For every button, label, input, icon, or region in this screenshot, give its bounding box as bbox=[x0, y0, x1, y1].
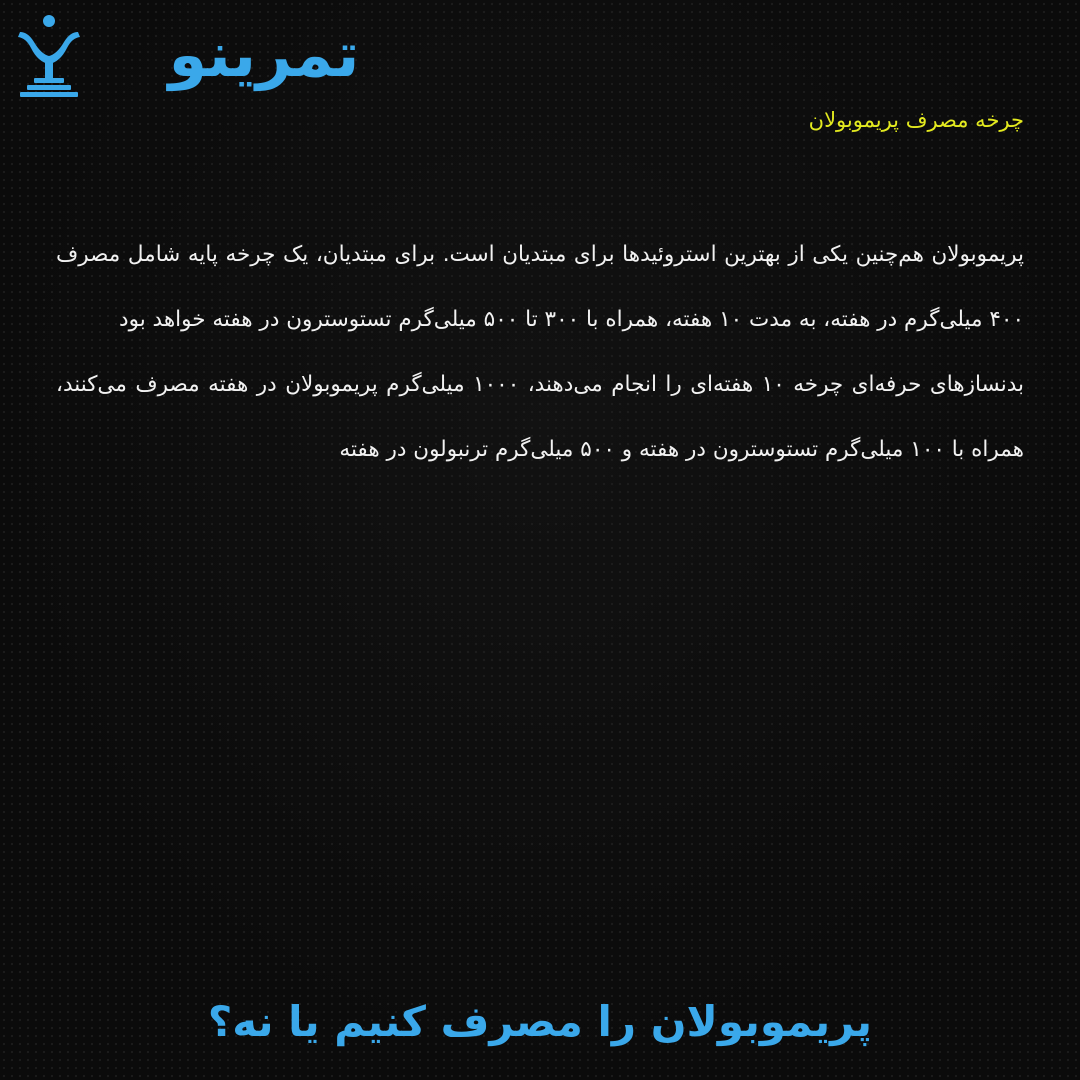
brand-logo bbox=[14, 10, 444, 100]
body-paragraph: بدنسازهای حرفه‌ای چرخه ۱۰ هفته‌ای را انجام می‌دهند، ۱۰۰۰ میلی‌گرم پریموبولان در هفته مصرف می‌کنند، همراه با ۱۰۰ میلی‌گرم تستوسترون در هفته و ۵۰۰ میلی‌گرم ترنبولون در هفته bbox=[56, 372, 1024, 462]
brand-name: تمرینو bbox=[168, 18, 360, 91]
footer-question: پریموبولان را مصرف کنیم یا نه؟ bbox=[207, 997, 873, 1046]
article-body bbox=[56, 222, 1024, 482]
body-paragraph: پریموبولان هم‌چنین یکی از بهترین استروئیدها برای مبتدیان است. برای مبتدیان، یک چرخه پایه شامل مصرف ۴۰۰ میلی‌گرم در هفته، به مدت ۱۰ هفته، همراه با ۳۰۰ تا ۵۰۰ میلی‌گرم تستوسترون در هفته خواهد بود bbox=[56, 242, 1024, 332]
page-subtitle: چرخه مصرف پریموبولان bbox=[808, 108, 1024, 132]
trophy-icon bbox=[14, 12, 84, 98]
